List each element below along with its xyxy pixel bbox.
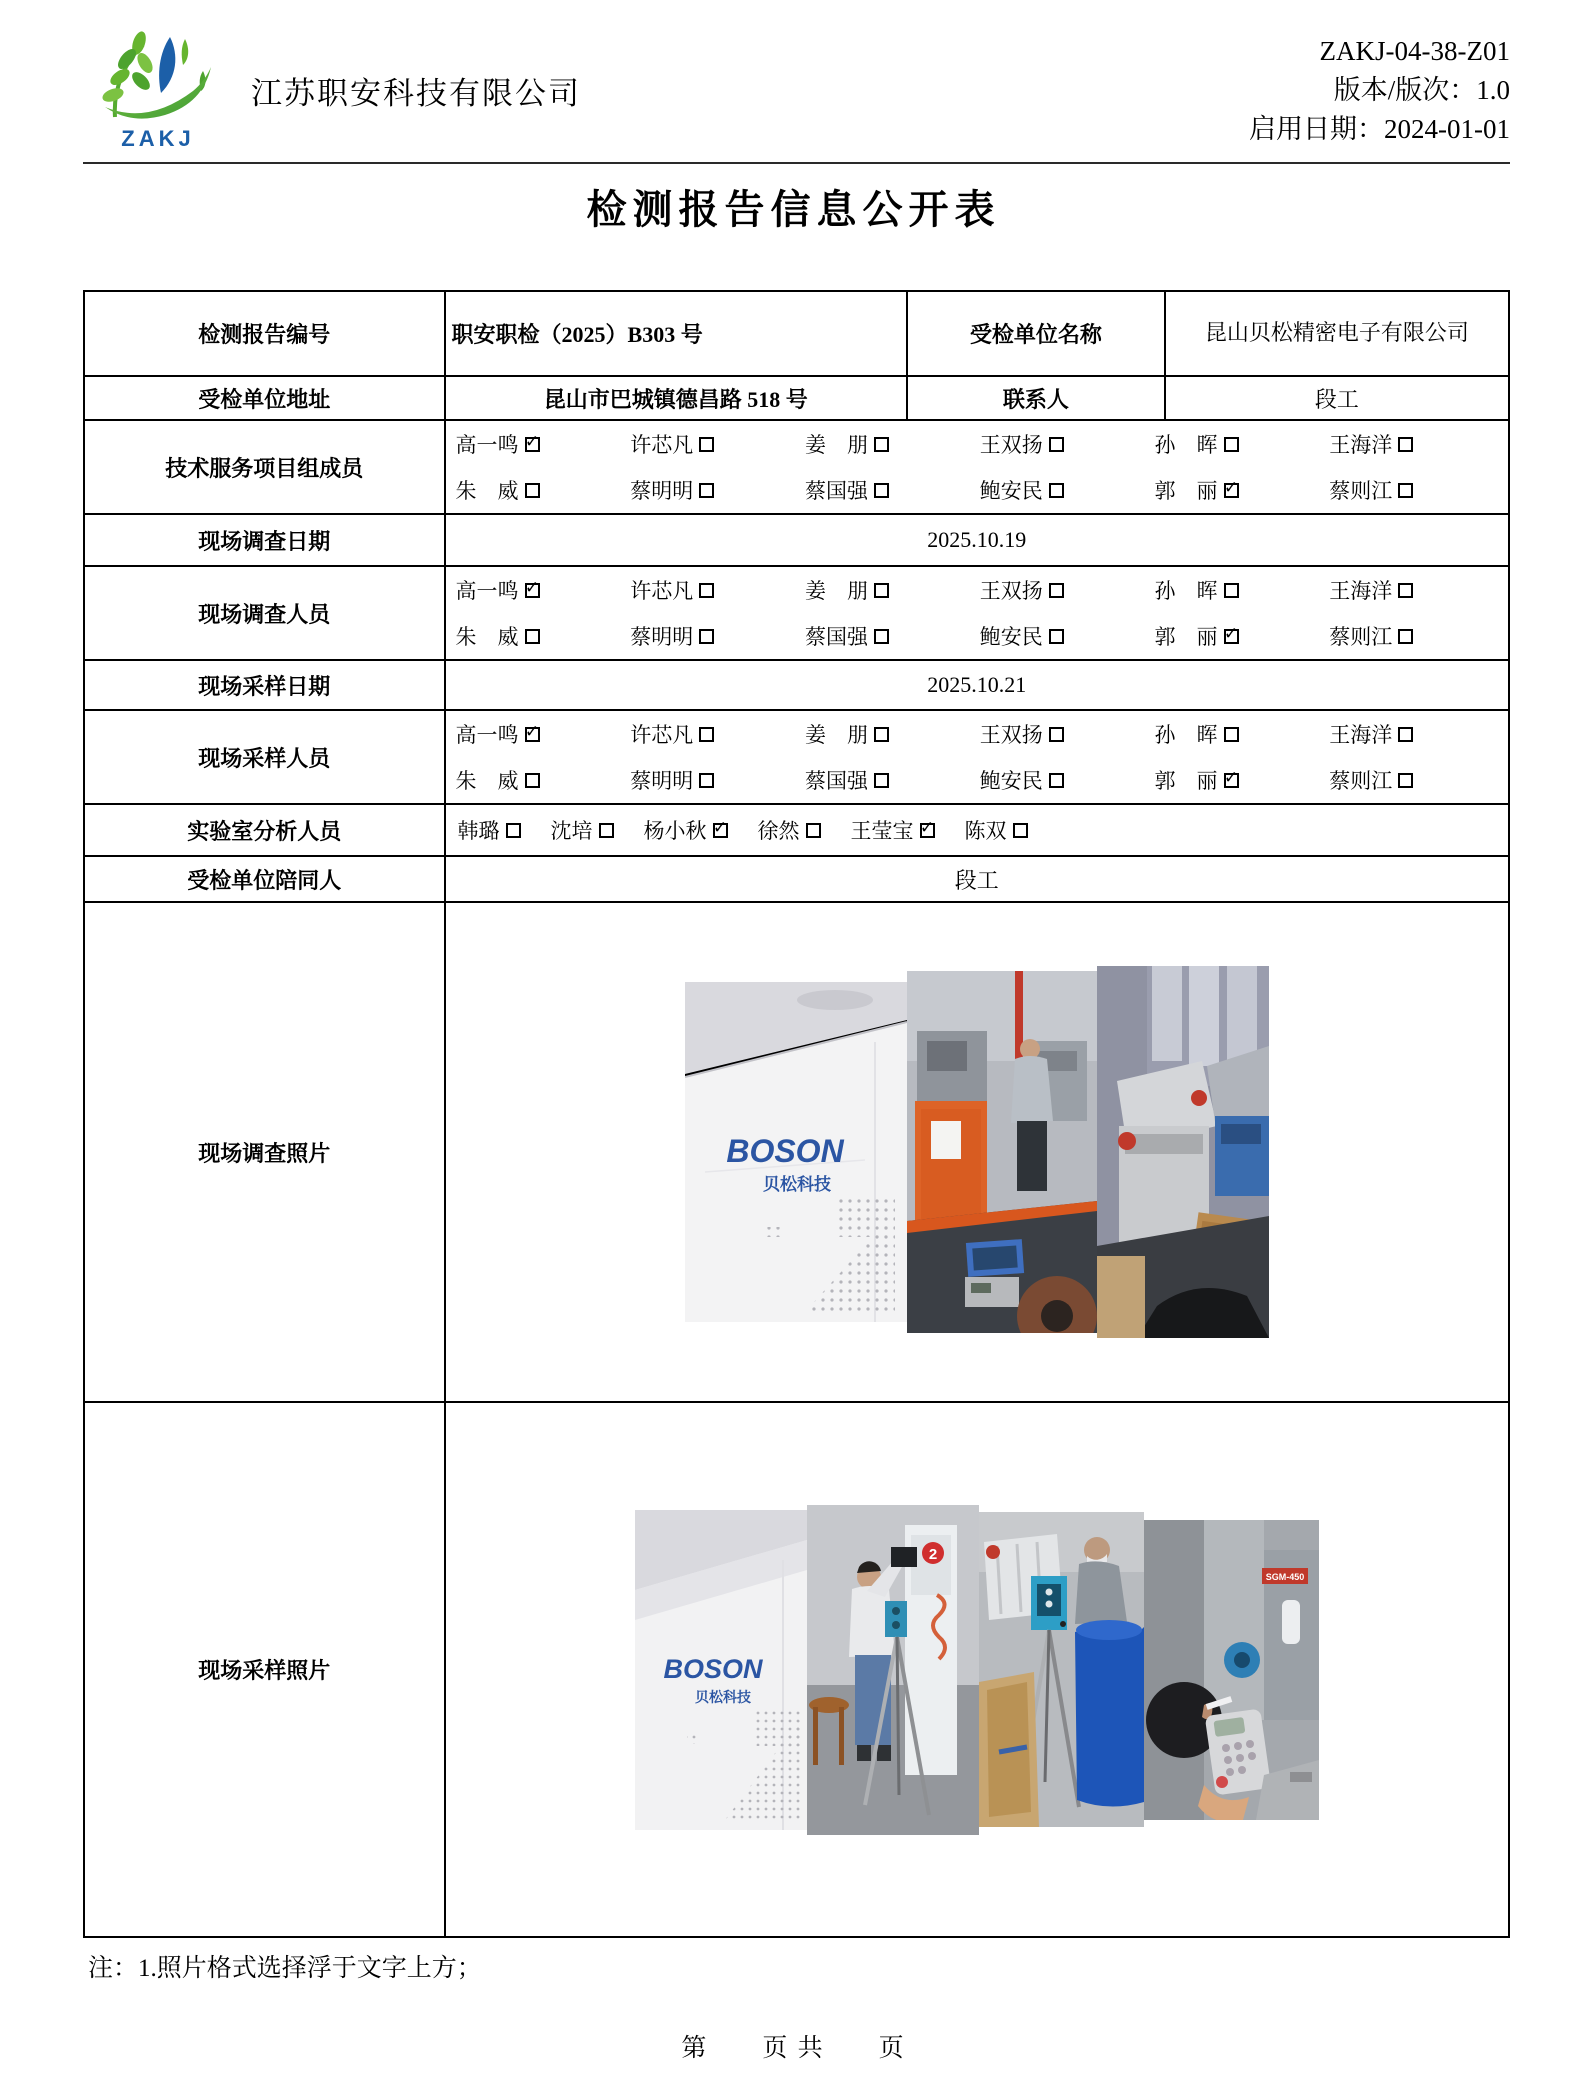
checkbox-checked-icon [525, 583, 540, 598]
staff-member [456, 621, 631, 651]
staff-member-name: 蔡则江 [1329, 625, 1393, 649]
staff-member-name: 许芯凡 [630, 579, 694, 603]
staff-member [805, 621, 980, 651]
survey-photo-boson-wall [685, 982, 907, 1322]
sampling-photos-label: 现场采样照片 [84, 1402, 445, 1937]
survey-photo-crusher-machines [1097, 966, 1269, 1338]
footnote: 注：1.照片格式选择浮于文字上方； [88, 1955, 482, 1982]
checkbox-unchecked-icon [506, 823, 521, 838]
staff-member-name: 孙 晖 [1154, 723, 1218, 747]
checkbox-unchecked-icon [874, 727, 889, 742]
checkbox-unchecked-icon [1049, 583, 1064, 598]
sampling-photo-handheld-meter [1144, 1520, 1319, 1820]
staff-member [1155, 621, 1330, 651]
staff-member [980, 765, 1155, 795]
staff-member [630, 765, 805, 795]
info-table [83, 290, 1510, 1938]
checkbox-checked-icon [525, 437, 540, 452]
staff-member-name: 朱 威 [455, 479, 519, 503]
survey-staff-grid [446, 567, 1508, 659]
checkbox-unchecked-icon [874, 629, 889, 644]
unit-addr-label: 受检单位地址 [84, 376, 445, 420]
staff-member-name: 徐然 [757, 819, 800, 843]
checkbox-unchecked-icon [1049, 773, 1064, 788]
staff-member-name: 沈培 [550, 819, 593, 843]
checkbox-checked-icon [920, 823, 935, 838]
staff-member-name: 杨小秋 [643, 819, 707, 843]
sampling-staff-label: 现场采样人员 [84, 710, 445, 804]
checkbox-unchecked-icon [874, 483, 889, 498]
staff-member [1155, 765, 1330, 795]
escort-value: 段工 [445, 856, 1509, 902]
staff-member [980, 429, 1155, 459]
svg-text:BOSON: BOSON [663, 1653, 763, 1684]
checkbox-unchecked-icon [806, 823, 821, 838]
survey-photos-label: 现场调查照片 [84, 902, 445, 1402]
survey-photos-cell [445, 902, 1509, 1402]
survey-staff-label: 现场调查人员 [84, 566, 445, 660]
staff-member [630, 429, 805, 459]
lab-staff-cell [445, 804, 1509, 856]
staff-member-name: 朱 威 [455, 625, 519, 649]
staff-member [805, 765, 980, 795]
staff-member [630, 621, 805, 651]
staff-member [458, 815, 521, 845]
staff-member-name: 高一鸣 [455, 579, 519, 603]
table-row [84, 804, 1509, 856]
table-row [84, 291, 1509, 376]
unit-name-label: 受检单位名称 [907, 291, 1165, 376]
sampling-photo-strip [452, 1505, 1502, 1835]
survey-photo-workshop [907, 971, 1097, 1333]
staff-member-name: 姜 朋 [805, 723, 868, 747]
staff-member-name: 蔡明明 [630, 625, 694, 649]
staff-member-name: 蔡则江 [1329, 769, 1393, 793]
staff-member-name: 王双扬 [979, 579, 1043, 603]
team-members-grid [446, 421, 1508, 513]
checkbox-checked-icon [713, 823, 728, 838]
svg-text:贝松科技: 贝松科技 [694, 1688, 751, 1705]
staff-member-name: 蔡国强 [805, 625, 868, 649]
staff-member [456, 429, 631, 459]
staff-member-name: 鲍安民 [979, 625, 1043, 649]
checkbox-unchecked-icon [525, 483, 540, 498]
logo-text: ZAKJ [121, 125, 195, 151]
staff-member [1329, 621, 1504, 651]
staff-member-name: 蔡明明 [630, 769, 694, 793]
staff-member [980, 719, 1155, 749]
lab-staff-label: 实验室分析人员 [84, 804, 445, 856]
checkbox-unchecked-icon [1049, 483, 1064, 498]
checkbox-unchecked-icon [699, 437, 714, 452]
staff-member [644, 815, 728, 845]
checkbox-unchecked-icon [1398, 437, 1413, 452]
staff-member-name: 蔡国强 [805, 479, 868, 503]
checkbox-unchecked-icon [699, 583, 714, 598]
table-row [84, 902, 1509, 1402]
checkbox-unchecked-icon [874, 773, 889, 788]
checkbox-checked-icon [1224, 483, 1239, 498]
survey-date-value: 2025.10.19 [445, 514, 1509, 566]
report-no-label: 检测报告编号 [84, 291, 445, 376]
checkbox-unchecked-icon [1398, 629, 1413, 644]
sampling-photo-barrel-tripod [979, 1512, 1144, 1827]
checkbox-unchecked-icon [699, 483, 714, 498]
checkbox-unchecked-icon [874, 583, 889, 598]
staff-member [1329, 765, 1504, 795]
checkbox-unchecked-icon [1224, 727, 1239, 742]
checkbox-checked-icon [525, 727, 540, 742]
survey-date-label: 现场调查日期 [84, 514, 445, 566]
staff-member [1155, 575, 1330, 605]
staff-member [456, 719, 631, 749]
svg-text:贝松科技: 贝松科技 [762, 1175, 831, 1194]
staff-member [630, 719, 805, 749]
staff-member-name: 郭 丽 [1154, 769, 1218, 793]
staff-member [1329, 475, 1504, 505]
page-title: 检测报告信息公开表 [586, 187, 1001, 232]
checkbox-unchecked-icon [1049, 727, 1064, 742]
staff-member [980, 575, 1155, 605]
staff-member [980, 475, 1155, 505]
table-row [84, 514, 1509, 566]
checkbox-unchecked-icon [699, 773, 714, 788]
staff-member [1329, 575, 1504, 605]
staff-member [551, 815, 614, 845]
zakj-logo-icon [93, 29, 223, 125]
table-row [84, 710, 1509, 804]
staff-member [851, 815, 935, 845]
checkbox-unchecked-icon [1398, 583, 1413, 598]
doc-code: ZAKJ-04-38-Z01 [1319, 35, 1510, 66]
staff-member [980, 621, 1155, 651]
table-row [84, 420, 1509, 514]
unit-name-value: 昆山贝松精密电子有限公司 [1165, 291, 1509, 376]
sampling-staff-cell [445, 710, 1509, 804]
contact-value: 段工 [1165, 376, 1509, 420]
staff-member-name: 韩璐 [457, 819, 500, 843]
staff-member-name: 姜 朋 [805, 433, 868, 457]
staff-member-name: 王双扬 [979, 723, 1043, 747]
staff-member-name: 蔡国强 [805, 769, 868, 793]
staff-member-name: 王海洋 [1329, 433, 1393, 457]
staff-member-name: 朱 威 [455, 769, 519, 793]
staff-member-name: 郭 丽 [1154, 479, 1218, 503]
checkbox-unchecked-icon [1049, 437, 1064, 452]
staff-member [456, 765, 631, 795]
lab-staff-row [446, 815, 1508, 845]
staff-member-name: 鲍安民 [979, 769, 1043, 793]
staff-member-name: 王双扬 [979, 433, 1043, 457]
table-row [84, 1402, 1509, 1937]
checkbox-unchecked-icon [699, 727, 714, 742]
doc-version: 版本/版次：1.0 [1333, 74, 1510, 105]
team-label: 技术服务项目组成员 [84, 420, 445, 514]
table-row [84, 566, 1509, 660]
sampling-photo-tripod-operator [807, 1505, 979, 1835]
checkbox-unchecked-icon [1224, 437, 1239, 452]
staff-member [805, 719, 980, 749]
staff-member-name: 高一鸣 [455, 433, 519, 457]
checkbox-unchecked-icon [1049, 629, 1064, 644]
sampling-date-label: 现场采样日期 [84, 660, 445, 710]
page-header [83, 26, 1510, 164]
report-no-value: 职安职检（2025）B303 号 [445, 291, 907, 376]
staff-member-name: 郭 丽 [1154, 625, 1218, 649]
table-row [84, 376, 1509, 420]
checkbox-unchecked-icon [699, 629, 714, 644]
escort-label: 受检单位陪同人 [84, 856, 445, 902]
staff-member [1329, 429, 1504, 459]
sampling-photos-cell [445, 1402, 1509, 1937]
staff-member [456, 575, 631, 605]
svg-text:2: 2 [928, 1545, 937, 1563]
staff-member [1155, 475, 1330, 505]
sampling-staff-grid [446, 711, 1508, 803]
sampling-date-value: 2025.10.21 [445, 660, 1509, 710]
survey-photo-strip [452, 966, 1502, 1338]
checkbox-unchecked-icon [1398, 773, 1413, 788]
checkbox-checked-icon [1224, 773, 1239, 788]
staff-member-name: 王海洋 [1329, 579, 1393, 603]
staff-member-name: 蔡明明 [630, 479, 694, 503]
team-members-cell [445, 420, 1509, 514]
staff-member-name: 姜 朋 [805, 579, 868, 603]
staff-member [758, 815, 821, 845]
checkbox-unchecked-icon [1013, 823, 1028, 838]
unit-addr-value: 昆山市巴城镇德昌路 518 号 [445, 376, 907, 420]
staff-member [456, 475, 631, 505]
staff-member [805, 475, 980, 505]
staff-member-name: 蔡则江 [1329, 479, 1393, 503]
contact-label: 联系人 [907, 376, 1165, 420]
staff-member-name: 陈双 [964, 819, 1007, 843]
checkbox-checked-icon [1224, 629, 1239, 644]
staff-member [1155, 719, 1330, 749]
staff-member-name: 王海洋 [1329, 723, 1393, 747]
checkbox-unchecked-icon [1224, 583, 1239, 598]
checkbox-unchecked-icon [1398, 727, 1413, 742]
staff-member [1155, 429, 1330, 459]
checkbox-unchecked-icon [874, 437, 889, 452]
header-doc-info [1249, 32, 1510, 149]
staff-member [805, 575, 980, 605]
table-row [84, 660, 1509, 710]
page-footer: 第 页 共 页 [681, 2035, 906, 2062]
staff-member-name: 孙 晖 [1154, 579, 1218, 603]
staff-member [1329, 719, 1504, 749]
staff-member-name: 鲍安民 [979, 479, 1043, 503]
checkbox-unchecked-icon [525, 629, 540, 644]
staff-member-name: 王莹宝 [850, 819, 914, 843]
svg-text:BOSON: BOSON [726, 1133, 844, 1169]
doc-enable-date: 启用日期：2024-01-01 [1249, 113, 1510, 144]
header-left [83, 29, 581, 152]
staff-member [630, 575, 805, 605]
staff-member [965, 815, 1028, 845]
survey-staff-cell [445, 566, 1509, 660]
company-logo [83, 29, 233, 152]
svg-text:SGM-450: SGM-450 [1265, 1571, 1305, 1582]
staff-member [805, 429, 980, 459]
checkbox-unchecked-icon [525, 773, 540, 788]
staff-member-name: 高一鸣 [455, 723, 519, 747]
staff-member-name: 许芯凡 [630, 723, 694, 747]
staff-member-name: 许芯凡 [630, 433, 694, 457]
checkbox-unchecked-icon [599, 823, 614, 838]
company-name: 江苏职安科技有限公司 [251, 75, 581, 111]
checkbox-unchecked-icon [1398, 483, 1413, 498]
sampling-photo-boson-wall [635, 1510, 807, 1830]
staff-member [630, 475, 805, 505]
table-row [84, 856, 1509, 902]
staff-member-name: 孙 晖 [1154, 433, 1218, 457]
